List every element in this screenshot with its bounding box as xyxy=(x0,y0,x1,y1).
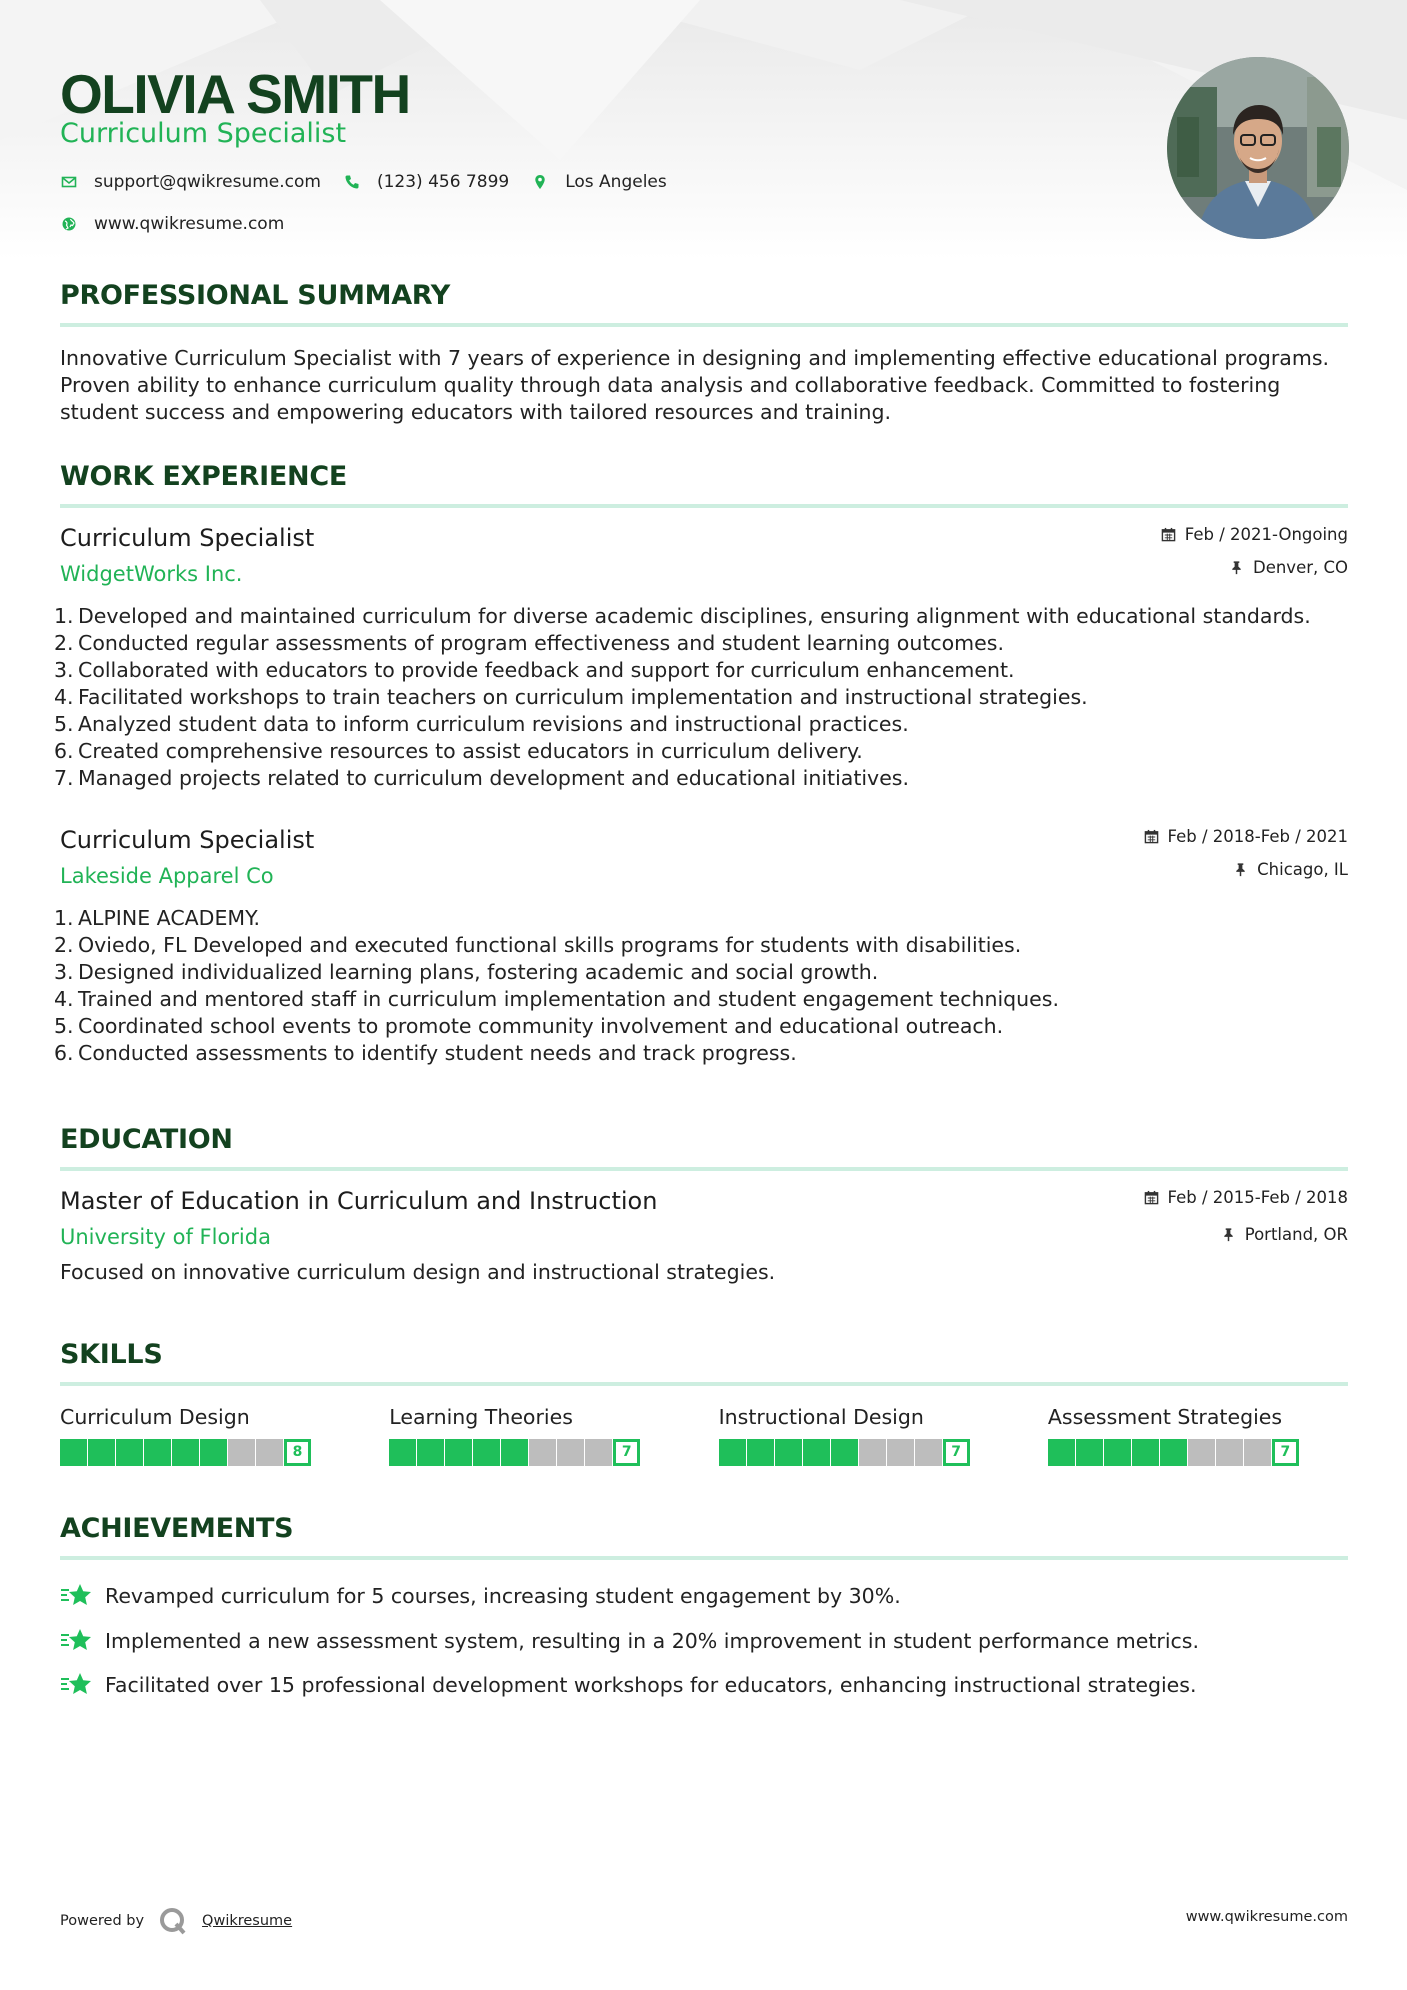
job-company: Lakeside Apparel Co xyxy=(60,864,274,888)
map-pin-icon xyxy=(531,173,549,191)
job-bullets xyxy=(54,905,1348,1067)
achievement-text: Implemented a new assessment system, resulting in a 20% improvement in student performance metrics. xyxy=(105,1628,1199,1653)
pushpin-icon xyxy=(1233,862,1248,877)
star-badge-icon xyxy=(60,1626,94,1656)
skill-bar-segment xyxy=(389,1439,416,1466)
skill-name: Instructional Design xyxy=(718,1405,924,1429)
job-location xyxy=(1144,859,1348,879)
skill-bar-segment xyxy=(719,1439,746,1466)
qwikresume-logo-icon xyxy=(158,1906,188,1936)
calendar-icon xyxy=(1144,829,1159,844)
list-item: 3. Designed individualized learning plans, fostering academic and social growth. xyxy=(54,960,879,984)
skill-item xyxy=(60,1405,360,1466)
list-item: 6. Conducted assessments to identify student needs and track progress. xyxy=(54,1041,797,1065)
job-meta xyxy=(1161,524,1348,577)
skill-bar-segment xyxy=(88,1439,115,1466)
list-item xyxy=(60,1574,1348,1619)
job-entry xyxy=(54,826,1348,1067)
skill-bar-segment xyxy=(557,1439,584,1466)
job-meta xyxy=(1144,826,1348,879)
skill-bar-segment xyxy=(445,1439,472,1466)
skills-section xyxy=(60,1339,1348,1466)
job-location xyxy=(1161,557,1348,577)
contact-location xyxy=(531,172,667,192)
skill-item xyxy=(1048,1405,1348,1466)
list-item xyxy=(60,1619,1348,1664)
skill-bar-segment xyxy=(60,1439,87,1466)
skill-bar-segment xyxy=(803,1439,830,1466)
list-item: 4. Trained and mentored staff in curriculum implementation and student engagement techniques. xyxy=(54,987,1059,1011)
page-footer xyxy=(60,1898,1348,1938)
globe-icon xyxy=(60,215,78,233)
job-location-text: Denver, CO xyxy=(1252,557,1348,577)
website-text: www.qwikresume.com xyxy=(94,214,285,234)
education-dates xyxy=(1144,1187,1348,1207)
list-item: 5. Coordinated school events to promote community involvement and educational outreach. xyxy=(54,1014,1004,1038)
brand-link[interactable]: Qwikresume xyxy=(202,1913,293,1929)
skill-bar-segment xyxy=(529,1439,556,1466)
skill-bar-segment xyxy=(144,1439,171,1466)
skill-bar-segment xyxy=(417,1439,444,1466)
job-location-text: Chicago, IL xyxy=(1257,859,1348,879)
education-meta xyxy=(1144,1187,1348,1244)
job-company: WidgetWorks Inc. xyxy=(60,562,243,586)
list-item: 5. Analyzed student data to inform curriculum revisions and instructional practices. xyxy=(54,712,909,736)
skill-bar-segment xyxy=(172,1439,199,1466)
skill-bar-segment xyxy=(915,1439,942,1466)
skill-bar-segment xyxy=(473,1439,500,1466)
section-title: ACHIEVEMENTS xyxy=(60,1513,1348,1560)
job-dates-text: Feb / 2021-Ongoing xyxy=(1184,524,1348,544)
skill-bar xyxy=(60,1438,360,1466)
pushpin-icon xyxy=(1229,560,1244,575)
skill-bar-segment xyxy=(228,1439,255,1466)
powered-by xyxy=(60,1906,292,1936)
envelope-icon xyxy=(60,173,78,191)
skill-bar-segment xyxy=(501,1439,528,1466)
resume-page xyxy=(54,0,1348,1698)
skill-bar-segment xyxy=(1076,1439,1103,1466)
education-description: Focused on innovative curriculum design and instructional strategies. xyxy=(60,1260,776,1284)
location-text: Los Angeles xyxy=(565,172,667,192)
education-dates-text: Feb / 2015-Feb / 2018 xyxy=(1167,1187,1348,1207)
achievements-list xyxy=(60,1574,1348,1708)
degree-title: Master of Education in Curriculum and Instruction xyxy=(60,1187,658,1215)
candidate-role: Curriculum Specialist xyxy=(60,118,347,149)
skill-bar-segment xyxy=(1188,1439,1215,1466)
calendar-icon xyxy=(1144,1190,1159,1205)
section-title: EDUCATION xyxy=(60,1124,1348,1171)
skill-bar-segment xyxy=(859,1439,886,1466)
section-title: PROFESSIONAL SUMMARY xyxy=(60,280,1348,327)
powered-label: Powered by xyxy=(60,1913,145,1929)
achievements-section xyxy=(60,1513,1348,1708)
education-entry xyxy=(60,1187,1348,1286)
skill-bar xyxy=(1048,1438,1348,1466)
resume-header xyxy=(60,0,1348,250)
star-badge-icon xyxy=(60,1581,94,1611)
star-badge-icon xyxy=(60,1670,94,1700)
skill-bar-segment xyxy=(200,1439,227,1466)
skill-bar-segment xyxy=(1216,1439,1243,1466)
achievement-text: Revamped curriculum for 5 courses, increasing student engagement by 30%. xyxy=(105,1584,901,1609)
list-item: 2. Oviedo, FL Developed and executed functional skills programs for students with disabilities. xyxy=(54,933,1022,957)
list-item: 1. ALPINE ACADEMY. xyxy=(54,906,260,930)
skill-bar-segment xyxy=(747,1439,774,1466)
summary-section xyxy=(60,280,1348,426)
skill-name: Learning Theories xyxy=(389,1405,573,1429)
list-item: 4. Facilitated workshops to train teachers on curriculum implementation and instructional strategies. xyxy=(54,685,1088,709)
skill-bar-segment xyxy=(1244,1439,1271,1466)
skill-score: 7 xyxy=(1272,1439,1299,1466)
school-name: University of Florida xyxy=(60,1225,271,1249)
skill-score: 7 xyxy=(613,1439,640,1466)
skill-bar-segment xyxy=(1048,1439,1075,1466)
avatar xyxy=(1167,57,1349,239)
job-bullets xyxy=(54,603,1348,792)
skill-item xyxy=(389,1405,689,1466)
list-item: 2. Conducted regular assessments of program effectiveness and student learning outcomes. xyxy=(54,631,1004,655)
email-text: support@qwikresume.com xyxy=(94,172,321,192)
section-title: SKILLS xyxy=(60,1339,1348,1386)
skill-score: 8 xyxy=(284,1439,311,1466)
skills-grid xyxy=(60,1405,1348,1466)
skill-bar-segment xyxy=(585,1439,612,1466)
contact-email[interactable] xyxy=(60,172,321,192)
calendar-icon xyxy=(1161,527,1176,542)
skill-bar xyxy=(719,1438,1019,1466)
skill-bar-segment xyxy=(116,1439,143,1466)
skill-bar-segment xyxy=(775,1439,802,1466)
list-item: 3. Collaborated with educators to provide feedback and support for curriculum enhancement. xyxy=(54,658,1015,682)
list-item: 1. Developed and maintained curriculum for diverse academic disciplines, ensuring alignment with educational standards. xyxy=(54,604,1311,628)
skill-bar-segment xyxy=(1104,1439,1131,1466)
job-dates xyxy=(1161,524,1348,544)
footer-website[interactable]: www.qwikresume.com xyxy=(1185,1909,1348,1925)
contact-phone[interactable] xyxy=(343,172,509,192)
skill-bar xyxy=(389,1438,689,1466)
skill-score: 7 xyxy=(943,1439,970,1466)
education-location-text: Portland, OR xyxy=(1244,1224,1348,1244)
candidate-name: OLIVIA SMITH xyxy=(60,63,410,125)
contact-row xyxy=(60,172,689,192)
education-location xyxy=(1144,1224,1348,1244)
summary-text: Innovative Curriculum Specialist with 7 years of experience in designing and implementing effective educational programs. Proven ability to enhance curriculum quality through data analysis and collaborative feedback. Committed to fostering student success and empowering educators with tailored resources and training. xyxy=(60,346,1330,424)
pushpin-icon xyxy=(1221,1227,1236,1242)
list-item xyxy=(60,1663,1348,1708)
skill-item xyxy=(719,1405,1019,1466)
job-title: Curriculum Specialist xyxy=(60,524,315,552)
job-dates xyxy=(1144,826,1348,846)
contact-row-website xyxy=(60,214,306,234)
skill-bar-segment xyxy=(1132,1439,1159,1466)
list-item: 7. Managed projects related to curriculum development and educational initiatives. xyxy=(54,766,910,790)
job-title: Curriculum Specialist xyxy=(60,826,315,854)
section-title: WORK EXPERIENCE xyxy=(60,461,1348,508)
skill-name: Curriculum Design xyxy=(60,1405,250,1429)
phone-icon xyxy=(343,173,361,191)
skill-bar-segment xyxy=(887,1439,914,1466)
job-entry xyxy=(54,524,1348,792)
list-item: 6. Created comprehensive resources to assist educators in curriculum delivery. xyxy=(54,739,863,763)
skill-bar-segment xyxy=(831,1439,858,1466)
job-dates-text: Feb / 2018-Feb / 2021 xyxy=(1167,826,1348,846)
achievement-text: Facilitated over 15 professional development workshops for educators, enhancing instructional strategies. xyxy=(105,1673,1197,1698)
contact-website[interactable] xyxy=(60,214,284,234)
education-section xyxy=(60,1124,1348,1286)
phone-text: (123) 456 7899 xyxy=(376,172,510,192)
work-experience-section xyxy=(54,461,1348,1067)
skill-bar-segment xyxy=(1160,1439,1187,1466)
skill-name: Assessment Strategies xyxy=(1047,1405,1283,1429)
skill-bar-segment xyxy=(256,1439,283,1466)
